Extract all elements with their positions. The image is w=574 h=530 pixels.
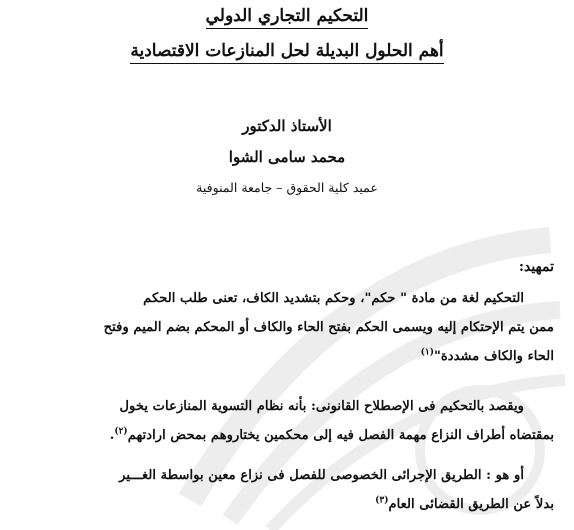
document-subtitle <box>0 41 574 61</box>
paragraph-line: ويقصد بالتحكيم فى الإصطلاح القانونى: بأنه نظام التسوية المنازعات يخول <box>119 399 524 414</box>
paragraph-line-text: الحاء والكاف مشددة" <box>433 349 554 364</box>
paragraph-definition-procedural <box>24 461 554 519</box>
paragraph-line-text: بدلاً عن الطريق القضائى العام <box>388 497 554 512</box>
paragraph-line <box>24 421 554 450</box>
paragraph-definition-language <box>24 284 554 371</box>
author-title: الأستاذ الدكتور <box>242 117 332 135</box>
paragraph-line: ممن يتم الإحتكام إليه ويسمى الحكم بفتح الحاء والكاف أو المحكم بضم الميم وفتح <box>103 320 554 335</box>
footnote-marker: (٣) <box>375 495 389 506</box>
paragraph-line <box>24 342 554 371</box>
author-affiliation: عميد كلية الحقوق – جامعة المنوفية <box>196 180 378 195</box>
paragraph-line: التحكيم لغة من مادة " حكم"، وحكم بتشديد الكاف، تعنى طلب الحكم <box>143 291 524 306</box>
footnote-marker: (٢) <box>114 426 128 437</box>
document-title-text: التحكيم التجاري الدولي <box>206 6 369 29</box>
footnote-marker: (١) <box>420 347 434 358</box>
paragraph-line: أو هو : الطريق الإجرائى الخصوصى للفصل فى نزاع معين بواسطة الغـــير <box>119 468 524 483</box>
paragraph-line-end: . <box>109 428 115 443</box>
paragraph-definition-legal <box>24 392 554 450</box>
document-title <box>0 6 574 26</box>
author-name: محمد سامى الشوا <box>228 148 346 166</box>
paragraph-line <box>24 490 554 519</box>
intro-heading: تمهيد: <box>518 259 554 275</box>
document-subtitle-text: أهم الحلول البديلة لحل المنازعات الاقتصادية <box>130 41 443 64</box>
paragraph-line-text: بمقتضاه أطراف النزاع مهمة الفصل فيه إلى محكمين يختاروهم بمحض ارادتهم <box>127 428 554 443</box>
